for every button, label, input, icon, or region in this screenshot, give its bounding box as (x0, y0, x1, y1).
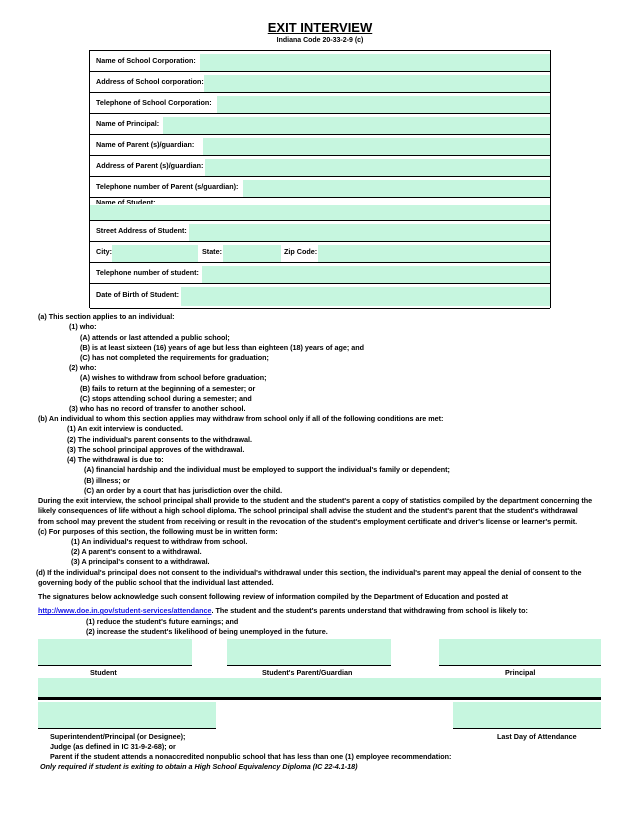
student-name-field[interactable] (90, 205, 550, 220)
law-text: from school may prevent the student from receiving or result in the revocation of the student's employment certificate and driver's license or learner's permit. (38, 517, 578, 526)
principal-signature-field[interactable] (439, 639, 601, 665)
law-text: (B) illness; or (84, 476, 130, 485)
signature-line (227, 665, 391, 666)
law-text: (a) This section applies to an individual: (38, 312, 175, 321)
law-text: (1) who: (69, 322, 97, 331)
law-text: (d) If the individual's principal does not consent to the individual's withdrawal under this section, the individual's parent may appeal the denial of consent to the (36, 568, 582, 577)
field-label: Name of Parent (s)/guardian: (96, 140, 195, 149)
form-row-school-telephone (90, 93, 550, 114)
doe-attendance-link[interactable]: http://www.doe.in.gov/student-services/attendance (38, 606, 212, 615)
form-row-parent-address (90, 156, 550, 177)
school-corporation-address-field[interactable] (204, 75, 550, 92)
form-row-school-address (90, 72, 550, 93)
field-label: Address of School corporation: (96, 77, 204, 86)
student-info-form (89, 50, 551, 308)
superintendent-signature-field[interactable] (38, 702, 216, 728)
field-label: Name of Principal: (96, 119, 160, 128)
form-row-student-telephone (90, 263, 550, 284)
link-trailing-text: . The student and the student's parents understand that withdrawing from school is likely to: (211, 606, 528, 615)
page-title: EXIT INTERVIEW (267, 20, 373, 35)
last-day-of-attendance-field[interactable] (453, 702, 601, 728)
wide-signature-field[interactable] (38, 678, 601, 697)
law-text: (1) reduce the student's future earnings; and (86, 617, 239, 626)
parent-telephone-field[interactable] (243, 180, 550, 197)
page-subtitle: Indiana Code 20-33-2-9 (c) (276, 37, 364, 44)
principal-name-field[interactable] (163, 117, 550, 134)
student-caption: Student (90, 668, 117, 677)
law-text: During the exit interview, the school principal shall provide to the student and the student's parent a copy of statistics compiled by the department concerning the (38, 496, 593, 505)
student-dob-field[interactable] (181, 287, 550, 306)
zip-code-field[interactable] (318, 245, 550, 262)
signature-line (453, 728, 601, 729)
law-text: (c) For purposes of this section, the following must be in written form: (38, 527, 278, 536)
law-text: (C) has not completed the requirements for graduation; (80, 353, 269, 362)
law-text: (C) stops attending school during a semester; and (80, 394, 252, 403)
law-text: (2) increase the student's likelihood of being unemployed in the future. (86, 627, 328, 636)
school-corporation-name-field[interactable] (200, 54, 550, 71)
field-label: Street Address of Student: (96, 226, 187, 235)
principal-caption: Principal (505, 668, 536, 677)
law-text: (B) fails to return at the beginning of a semester; or (80, 384, 256, 393)
signature-line (38, 728, 216, 729)
law-text: (C) an order by a court that has jurisdiction over the child. (84, 486, 283, 495)
parent-address-field[interactable] (205, 159, 550, 176)
student-signature-field[interactable] (38, 639, 192, 665)
law-text: (3) The school principal approves of the withdrawal. (67, 445, 245, 454)
form-row-city-state-zip (90, 242, 550, 263)
city-field[interactable] (112, 245, 198, 262)
law-text: (3) who has no record of transfer to another school. (69, 404, 246, 413)
student-telephone-field[interactable] (202, 266, 550, 283)
field-label: Telephone number of Parent (s/guardian): (96, 182, 239, 191)
form-row-parent-name (90, 135, 550, 156)
field-label: Name of School Corporation: (96, 56, 196, 65)
law-text: (B) is at least sixteen (16) years of age but less than eighteen (18) years of age; and (80, 343, 364, 352)
field-label: Date of Birth of Student: (96, 290, 180, 299)
form-row-student-name (90, 198, 550, 221)
law-text: (A) wishes to withdraw from school before graduation; (80, 373, 267, 382)
link-line (38, 606, 528, 615)
signature-line (439, 665, 601, 666)
state-label: State: (202, 247, 222, 256)
form-row-student-dob (90, 284, 550, 309)
law-text: (A) financial hardship and the individual must be employed to support the individual's family or dependent; (84, 465, 450, 474)
law-text: (1) An individual's request to withdraw from school. (71, 537, 248, 546)
law-text: (1) An exit interview is conducted. (67, 424, 183, 433)
field-label: Telephone of School Corporation: (96, 98, 212, 107)
parent-name-field[interactable] (203, 138, 550, 155)
city-label: City: (96, 247, 112, 256)
law-text: (A) attends or last attended a public school; (80, 333, 230, 342)
superintendent-caption: Superintendent/Principal (or Designee); (50, 732, 186, 741)
judge-caption: Judge (as defined in IC 31-9-2-68); or (50, 742, 176, 751)
law-text: likely consequences of life without a high school diploma. The school principal shall advise the student and the student's parent that the student's withdrawal (38, 506, 578, 515)
form-row-parent-telephone (90, 177, 550, 198)
only-required-note: Only required if student is exiting to obtain a High School Equivalency Diploma (IC 22-4.1-18) (40, 762, 358, 771)
law-text: (4) The withdrawal is due to: (67, 455, 164, 464)
field-label: Address of Parent (s)/guardian: (96, 161, 204, 170)
form-row-student-address (90, 221, 550, 242)
field-label: Name of Student: (96, 198, 156, 204)
law-text: (b) An individual to whom this section applies may withdraw from school only if all of the following conditions are met: (38, 414, 444, 423)
parent-signature-field[interactable] (227, 639, 391, 665)
law-text: (3) A principal's consent to a withdrawal. (71, 557, 210, 566)
parent-note-caption: Parent if the student attends a nonaccredited nonpublic school that has less than one (1) employee recommendation: (50, 752, 452, 761)
form-row-school-corporation (90, 51, 550, 72)
student-street-address-field[interactable] (189, 224, 550, 241)
form-row-principal (90, 114, 550, 135)
law-text: (2) The individual's parent consents to the withdrawal. (67, 435, 253, 444)
school-corporation-telephone-field[interactable] (217, 96, 550, 113)
parent-caption: Student's Parent/Guardian (262, 668, 353, 677)
thick-divider (38, 697, 601, 700)
law-text: (2) A parent's consent to a withdrawal. (71, 547, 202, 556)
law-text: The signatures below acknowledge such consent following review of information compiled by the Department of Education and posted at (38, 592, 509, 601)
student-name-label-clip (90, 198, 550, 204)
law-text: governing body of the public school that the individual last attended. (38, 578, 274, 587)
state-field[interactable] (223, 245, 281, 262)
signature-line (38, 665, 192, 666)
law-text: (2) who: (69, 363, 97, 372)
field-label: Telephone number of student: (96, 268, 199, 277)
zip-label: Zip Code: (284, 247, 318, 256)
last-day-caption: Last Day of Attendance (497, 732, 577, 741)
